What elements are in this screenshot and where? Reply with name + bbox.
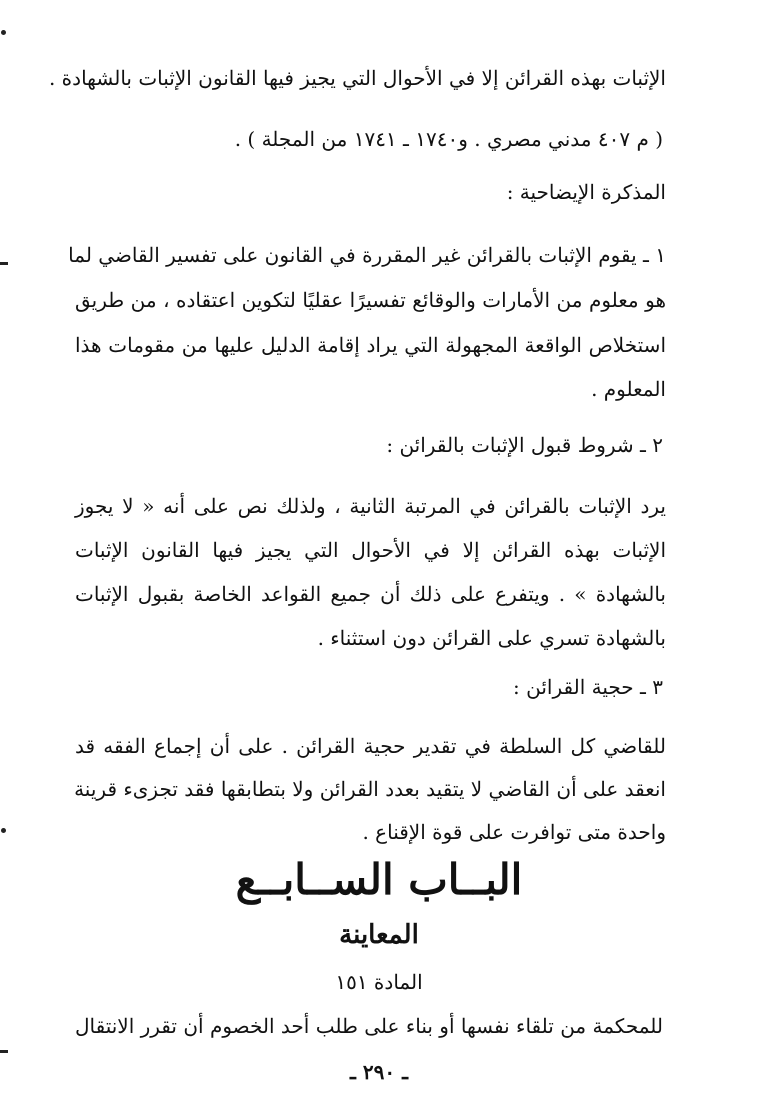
margin-mark <box>0 1050 8 1053</box>
text-line-1: الإثبات بهذه القرائن إلا في الأحوال التي يجيز فيها القانون الإثبات بالشهادة . <box>48 66 666 90</box>
section-title: المعاينة <box>339 920 419 950</box>
chapter-title: البــاب الســابــع <box>235 855 523 904</box>
citation-line: ( م ٤٠٧ مدني مصري . و١٧٤٠ ـ ١٧٤١ من المجلة ) . <box>234 127 663 151</box>
paragraph-3-line-1: للقاضي كل السلطة في تقدير حجية القرائن . على أن إجماع الفقه قد <box>75 734 666 758</box>
paragraph-2-line-1: يرد الإثبات بالقرائن في المرتبة الثانية ، ولذلك نص على أنه « لا يجوز <box>75 494 666 518</box>
page-number: ـ ٢٩٠ ـ <box>350 1060 408 1084</box>
paragraph-1-line-3: استخلاص الواقعة المجهولة التي يراد إقامة الدليل عليها من مقومات هذا <box>75 333 666 357</box>
heading-3: ٣ ـ حجية القرائن : <box>513 675 663 699</box>
margin-mark <box>1 30 6 35</box>
paragraph-1-line-1: ١ ـ يقوم الإثبات بالقرائن غير المقررة في القانون على تفسير القاضي لما <box>68 243 666 267</box>
article-text-line: للمحكمة من تلقاء نفسها أو بناء على طلب أحد الخصوم أن تقرر الانتقال <box>74 1014 664 1038</box>
paragraph-2-line-3: بالشهادة » . ويتفرع على ذلك أن جميع القواعد الخاصة بقبول الإثبات <box>75 582 667 606</box>
memo-heading: المذكرة الإيضاحية : <box>506 180 666 204</box>
heading-2: ٢ ـ شروط قبول الإثبات بالقرائن : <box>386 433 663 457</box>
paragraph-3-line-3: واحدة متى توافرت على قوة الإقناع . <box>362 820 666 844</box>
paragraph-1-line-2: هو معلوم من الأمارات والوقائع تفسيرًا عقليًا لتكوين اعتقاده ، من طريق <box>75 288 666 312</box>
margin-mark <box>1 828 6 833</box>
paragraph-3-line-2: انعقد على أن القاضي لا يتقيد بعدد القرائن ولا بتطابقها فقد تجزىء قرينة <box>74 777 666 801</box>
article-title: المادة ١٥١ <box>335 970 423 994</box>
paragraph-2-line-2: الإثبات بهذه القرائن إلا في الأحوال التي يجيز فيها القانون الإثبات <box>75 538 666 562</box>
paragraph-1-line-4: المعلوم . <box>591 377 666 401</box>
margin-mark <box>0 262 8 265</box>
paragraph-2-line-4: بالشهادة تسري على القرائن دون استثناء . <box>317 626 666 650</box>
